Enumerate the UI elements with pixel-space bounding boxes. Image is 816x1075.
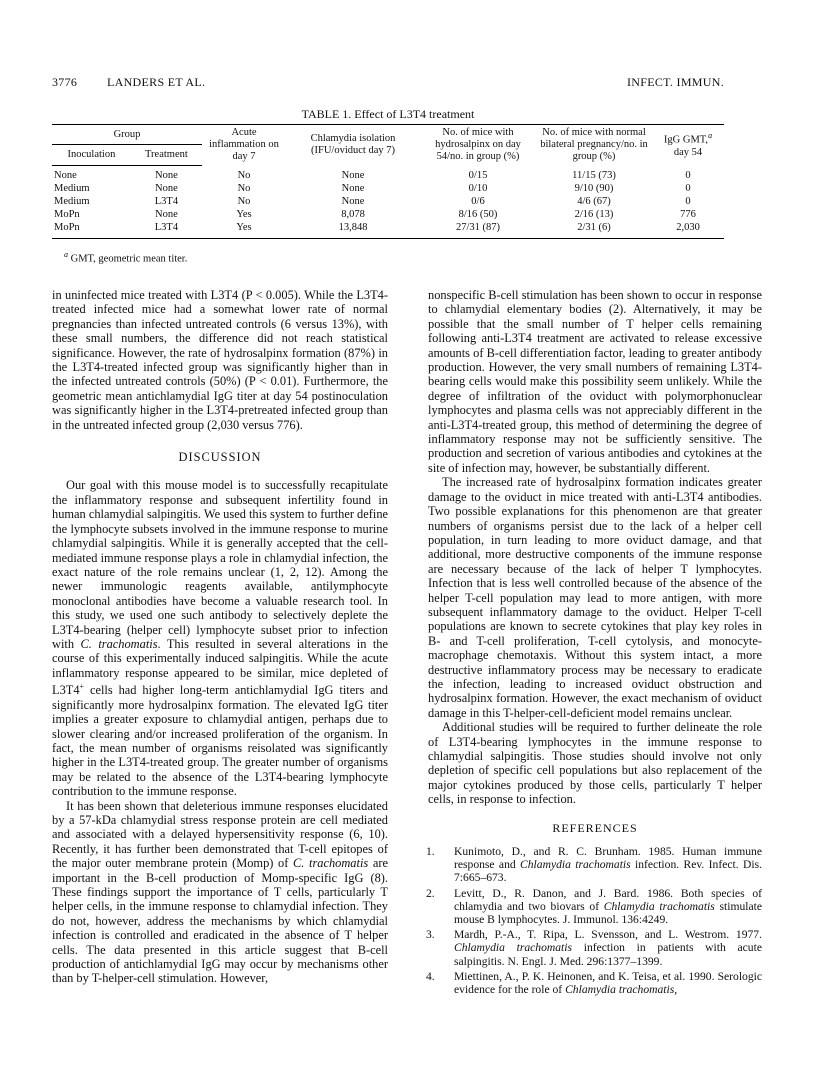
cell-treatment: L3T4 xyxy=(154,196,179,208)
col-treatment: Treatment xyxy=(131,145,202,165)
cell-treatment: L3T4 xyxy=(131,222,202,239)
reference-italic: Chlamydia trachomatis xyxy=(603,899,715,913)
cell-acute: No xyxy=(237,196,251,208)
col-isolation: Chlamydia isolation (IFU/oviduct day 7) xyxy=(286,125,420,166)
reference-text: Kunimoto, D., and R. C. Brunham. 1985. Human immune response and xyxy=(454,845,762,872)
table-row xyxy=(52,222,724,239)
left-column xyxy=(52,288,388,986)
col-pregnancy: No. of mice with normal bilateral pregnancy/no. in group (%) xyxy=(536,125,652,166)
reference-number: 3. xyxy=(426,928,435,942)
reference-text: stimulate mouse B lymphocytes. J. Immunol. 136:4249. xyxy=(454,899,762,927)
table-row xyxy=(52,209,724,222)
italic-term: C. trachomatis xyxy=(80,636,158,651)
cell-isolation: None xyxy=(341,183,365,195)
reference-number: 1. xyxy=(426,845,435,859)
cell-acute: Yes xyxy=(202,222,286,239)
cell-inoculation: Medium xyxy=(54,183,90,195)
table-container xyxy=(52,124,724,239)
cell-hydrosalpinx: 0/15 xyxy=(468,169,488,181)
cell-treatment: None xyxy=(155,183,178,195)
col-inoculation: Inoculation xyxy=(52,145,131,165)
cell-pregnancy: 2/16 (13) xyxy=(574,209,614,221)
cell-treatment: None xyxy=(155,170,178,182)
reference-italic: Chlamydia trachomatis xyxy=(520,858,631,872)
table-row xyxy=(52,165,724,183)
discussion-paragraph-5: Additional studies will be required to further delineate the role of L3T4-bearing lymphocytes in the immune response to chlamydial salpingitis. Those studies should involve not only depletion of specific cell populations but also replacement of the major cytokines produced by those cells, particularly T helper cells, in response to infection. xyxy=(428,720,762,807)
discussion-paragraph-2 xyxy=(52,799,388,986)
table-footnote xyxy=(64,250,187,265)
table-row xyxy=(52,183,724,196)
cell-isolation: 13,848 xyxy=(286,222,420,239)
results-table xyxy=(52,124,724,239)
cell-isolation: None xyxy=(341,196,365,208)
reference-item xyxy=(428,887,762,927)
text-run: cells had higher long-term antichlamydial IgG titers and significantly more hydrosalpinx formation. The elevated IgG titer implies a greater exposure to chlamydial antigen, perhaps due to slower clearing and/or increased proliferation of the organism. In fact, the mean number of organisms reisolated was significantly higher in the L3T4-treated group. The greater number of organisms may be related to the absence of the L3T4-bearing lymphocyte contribution to the immune response. xyxy=(52,683,388,799)
col-hydrosalpinx: No. of mice with hydrosalpinx on day 54/no. in group (%) xyxy=(420,125,536,166)
col-igg-line2: day 54 xyxy=(673,146,703,158)
cell-pregnancy: 2/31 (6) xyxy=(536,222,652,239)
reference-text: Miettinen, A., P. K. Heinonen, and K. Teisa, et al. 1990. Serologic evidence for the role of xyxy=(454,969,762,997)
text-run: . This resulted in several alterations in the course of this experimentally induced salpingitis. While the acute inflammatory response appeared to be similar, mice depleted of L3T4 xyxy=(52,636,388,698)
cell-igg: 0 xyxy=(685,169,691,181)
text-run: Our goal with this mouse model is to successfully recapitulate the inflammatory response and subsequent infertility found in human chlamydial salpingitis. We used this system to further define the lymphocyte subsets involved in the immune response to murine chlamydial salpingitis. While it is generally accepted that the cell-mediated immune response plays a role in chlamydial infection, the exact nature of the role remains unclear (1, 2, 12). Among the newer immunologic reagents available, antilymphocyte monoclonal antibodies have become a valuable research tool. In this study, we used one such antibody to selectively deplete the L3T4-bearing (helper cell) lymphocyte subset prior to infection with xyxy=(52,478,389,651)
cell-hydrosalpinx: 0/10 xyxy=(468,183,488,195)
cell-igg: 0 xyxy=(685,196,691,208)
reference-item xyxy=(428,845,762,885)
col-acute: Acute inflammation on day 7 xyxy=(202,125,286,166)
col-igg-line1: IgG GMT, xyxy=(663,134,709,146)
cell-igg: 0 xyxy=(685,183,691,195)
text-run: It has been shown that deleterious immune responses elucidated by a 57-kDa chlamydial stress response protein are cell mediated and associated with a delayed hypersensitivity response (6, 10). Recently, it has further been demonstrated that T-cell epitopes of the major outer membrane protein (Momp) of xyxy=(52,798,388,871)
cell-pregnancy: 11/15 (73) xyxy=(572,169,616,181)
reference-text: infection. Rev. Infect. Dis. 7:665–673. xyxy=(454,858,762,885)
cell-inoculation: MoPn xyxy=(52,222,131,239)
discussion-heading: DISCUSSION xyxy=(178,450,262,465)
references-heading: REFERENCES xyxy=(552,820,638,835)
reference-item xyxy=(428,928,762,968)
cell-isolation: 8,078 xyxy=(341,209,365,221)
cell-inoculation: MoPn xyxy=(54,209,80,221)
right-column xyxy=(428,288,762,998)
cell-inoculation: Medium xyxy=(54,196,90,208)
text-run: are important in the B-cell production of Momp-specific IgG (8). These findings support the importance of T cells, particularly T helper cells, in the immune response to chlamydial infection. They do not, however, address the mechanisms by which chlamydial infection is controlled and eradicated in the absence of T helper cells. The data presented in this article suggest that B-cell production of antichlamydial IgG may occur by mechanisms other than by T-helper-cell stimulation. However, xyxy=(52,856,388,986)
discussion-paragraph-4: The increased rate of hydrosalpinx formation indicates greater damage to the oviduct in mice treated with anti-L3T4 antibodies. Two possible explanations for this phenomenon are that greater numbers of organisms persist due to the lack of a helper cell population, in turn leading to more oviduct damage, and that additional, more destructive components of the immune response are necessary because of the lack of helper T lymphocytes. Infection that is less well controlled because of the absence of the helper T-cell population may lead to more antigen, with more subsequent inflammatory damage to the oviduct. Helper T-cell populations are known to secrete cytokines that play key roles in B- and T-cell proliferation, T-cell cytolysis, and monocyte-macrophage chemotaxis. Without this system intact, a more destructive inflammatory process may be necessary to eradicate the infection, leading to increased oviduct obstruction and hydrosalpinx formation. However, the exact mechanism of oviduct damage in this T-helper-cell-deficient model remains unclear. xyxy=(428,475,762,720)
cell-acute: Yes xyxy=(236,209,252,221)
cell-pregnancy: 9/10 (90) xyxy=(574,183,614,195)
table-footnote-text: GMT, geometric mean titer. xyxy=(70,253,188,265)
discussion-paragraph-3: nonspecific B-cell stimulation has been shown to occur in response to chlamydial elementary bodies (2). Alternatively, it may be possible that the small number of T helper cells remaining following anti-L3T4 treatment are activated to release excessive amounts of B-cell differentiation factor, leading to greater antibody production. However, the very small numbers of remaining L3T4-bearing cells would make this possibility seem unlikely. While the degree of infiltration of the oviduct with polymorphonuclear lymphocytes and plasma cells was not appreciably different in the anti-L3T4-treated group, this method of determining the degree of inflammatory response may not be sufficiently sensitive. The production and secretion of various antibodies and cytokines at the site of infection may, however, be substantially different. xyxy=(428,288,762,475)
running-head xyxy=(52,75,724,91)
reference-item xyxy=(428,970,762,996)
reference-number: 2. xyxy=(426,886,435,900)
cell-igg: 776 xyxy=(680,209,696,221)
col-igg xyxy=(652,125,724,166)
references-list xyxy=(428,845,762,996)
running-head-journal: INFECT. IMMUN. xyxy=(627,75,724,89)
cell-hydrosalpinx: 0/6 xyxy=(471,196,485,208)
table-row xyxy=(52,196,724,209)
reference-text: Levitt, D., R. Danon, and J. Bard. 1986. Both species of chlamydia and two biovars of xyxy=(454,886,762,913)
reference-text: Mardh, P.-A., T. Ripa, L. Svensson, and L. Westrom. 1977. xyxy=(454,928,762,942)
cell-isolation: None xyxy=(341,169,365,181)
group-header: Group xyxy=(52,125,202,145)
table-title: TABLE 1. Effect of L3T4 treatment xyxy=(301,107,475,121)
col-igg-footnote-mark: a xyxy=(708,131,713,141)
reference-italic: Chlamydia trachomatis, xyxy=(565,983,678,997)
italic-term: C. trachomatis xyxy=(293,856,369,871)
cell-hydrosalpinx: 27/31 (87) xyxy=(420,222,536,239)
results-paragraph: in uninfected mice treated with L3T4 (P < 0.005). While the L3T4-treated infected mice had a somewhat lower rate of normal pregnancies than infected untreated controls (6 versus 13%), with these small numbers, the difference did not reach statistical significance. However, the rate of hydrosalpinx formation (87%) in the L3T4-treated infected group was significantly higher than in the infected untreated controls (50%) (P < 0.01). Furthermore, the geometric mean antichlamydial IgG titer at day 54 postinoculation was significantly higher in the L3T4-pretreated infected group than in the untreated infected group (2,030 versus 776). xyxy=(52,288,388,432)
cell-igg: 2,030 xyxy=(652,222,724,239)
cell-treatment: None xyxy=(155,209,178,221)
superscript: + xyxy=(79,682,85,692)
cell-acute: No xyxy=(237,169,251,181)
page-number: 3776 xyxy=(52,75,78,89)
reference-text: infection in patients with acute salpingitis. N. Engl. J. Med. 296:1377–1399. xyxy=(454,941,762,968)
cell-inoculation: None xyxy=(54,170,77,182)
reference-number: 4. xyxy=(426,969,435,983)
running-head-authors: LANDERS ET AL. xyxy=(107,75,206,89)
discussion-paragraph-1 xyxy=(52,478,388,798)
table-footnote-mark: a xyxy=(64,250,68,259)
cell-pregnancy: 4/6 (67) xyxy=(577,196,611,208)
cell-hydrosalpinx: 8/16 (50) xyxy=(458,209,498,221)
reference-italic: Chlamydia trachomatis xyxy=(454,941,572,955)
cell-acute: No xyxy=(237,183,251,195)
